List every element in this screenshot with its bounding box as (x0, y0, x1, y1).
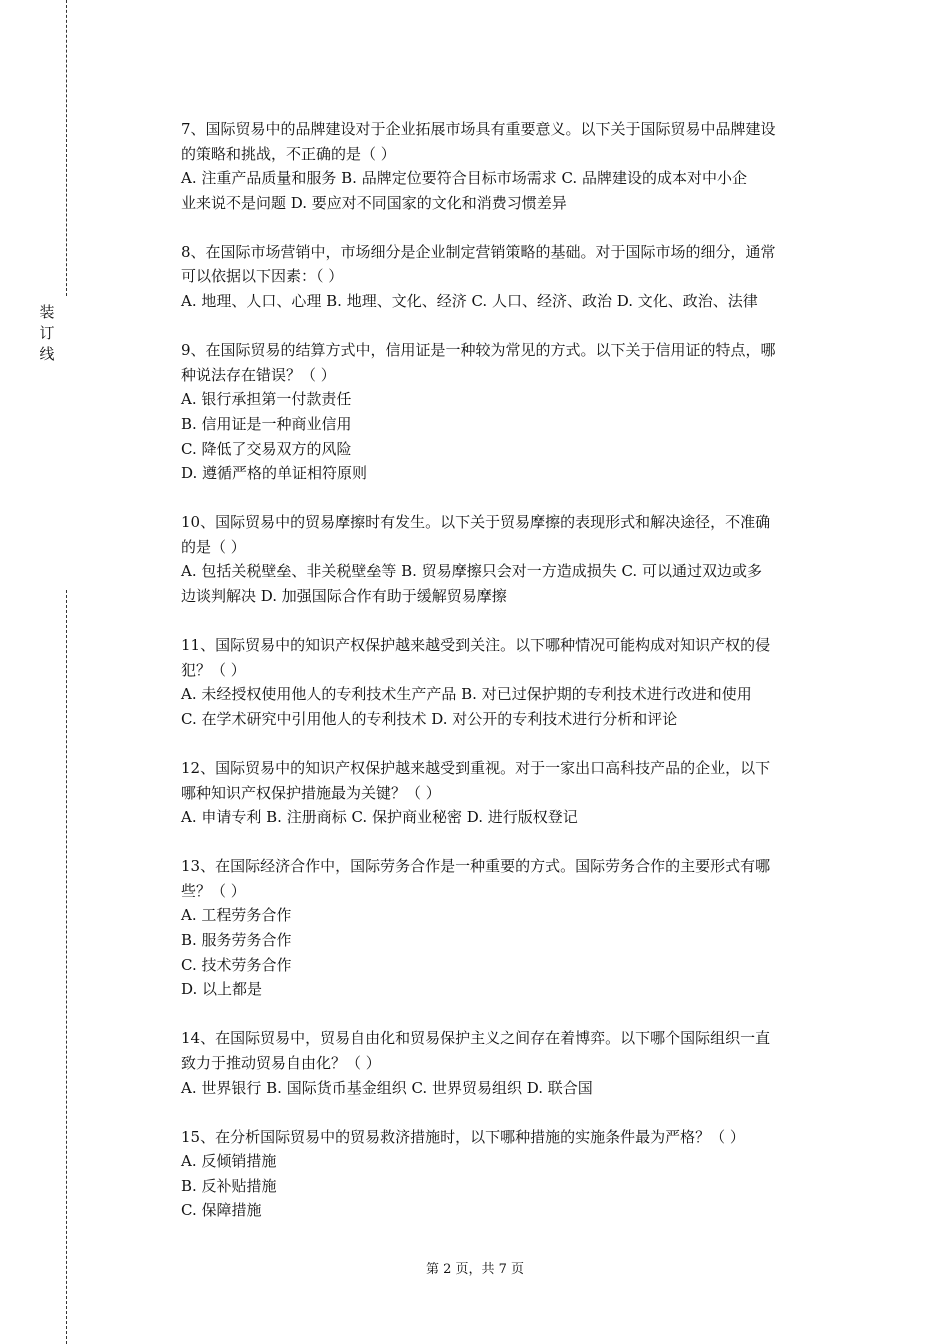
question-stem-line: 15、在分析国际贸易中的贸易救济措施时，以下哪种措施的实施条件最为严格？（ ） (181, 1127, 745, 1146)
binding-char: 装 (39, 303, 55, 321)
option-line: A. 申请专利 B. 注册商标 C. 保护商业秘密 D. 进行版权登记 (181, 808, 578, 827)
page-footer: 第 2 页，共 7 页 (425, 1262, 525, 1277)
question-stem-line: 11、国际贸易中的知识产权保护越来越受到关注。以下哪种情况可能构成对知识产权的侵 (181, 636, 771, 655)
option-line: A. 银行承担第一付款责任 (181, 390, 352, 409)
question-stem-line: 可以依据以下因素：（ ） (181, 267, 344, 286)
question-7 (181, 117, 841, 215)
option-line: A. 反倾销措施 (181, 1152, 277, 1171)
question-stem-line: 8、在国际市场营销中，市场细分是企业制定营销策略的基础。对于国际市场的细分，通常 (181, 242, 776, 261)
question-stem-line: 犯？（ ） (181, 660, 246, 679)
binding-label (38, 302, 56, 365)
question-12 (181, 756, 841, 830)
option-line: D. 以上都是 (181, 980, 263, 999)
question-stem-line: 10、国际贸易中的贸易摩擦时有发生。以下关于贸易摩擦的表现形式和解决途径，不准确 (181, 513, 771, 532)
option-line: 边谈判解决 D. 加强国际合作有助于缓解贸易摩擦 (181, 587, 507, 605)
option-line: A. 包括关税壁垒、非关税壁垒等 B. 贸易摩擦只会对一方造成损失 C. 可以通过双边或多 (181, 562, 762, 581)
question-stem-line: 13、在国际经济合作中，国际劳务合作是一种重要的方式。国际劳务合作的主要形式有哪 (181, 857, 771, 876)
option-line: C. 降低了交易双方的风险 (181, 439, 352, 458)
question-stem-line: 7、国际贸易中的品牌建设对于企业拓展市场具有重要意义。以下关于国际贸易中品牌建设 (181, 120, 776, 138)
question-stem-line: 些？（ ） (181, 881, 246, 900)
option-line: C. 保障措施 (181, 1201, 262, 1220)
option-line: A. 注重产品质量和服务 B. 品牌定位要符合目标市场需求 C. 品牌建设的成本对中小企 (181, 169, 747, 188)
question-11 (181, 633, 841, 731)
option-line: A. 世界银行 B. 国际货币基金组织 C. 世界贸易组织 D. 联合国 (181, 1078, 593, 1097)
option-line: B. 信用证是一种商业信用 (181, 414, 352, 433)
question-list (181, 117, 841, 1247)
option-line: C. 在学术研究中引用他人的专利技术 D. 对公开的专利技术进行分析和评论 (181, 709, 678, 728)
question-stem-line: 14、在国际贸易中，贸易自由化和贸易保护主义之间存在着博弈。以下哪个国际组织一直 (181, 1029, 771, 1048)
question-13 (181, 854, 841, 1002)
binding-char: 订 (39, 324, 55, 342)
binding-dashed-line-top (66, 0, 67, 296)
option-line: A. 未经授权使用他人的专利技术生产产品 B. 对已过保护期的专利技术进行改进和使用 (181, 685, 752, 704)
option-line: C. 技术劳务合作 (181, 955, 292, 974)
binding-dashed-line-bottom (66, 590, 67, 1344)
question-9 (181, 338, 841, 486)
question-stem-line: 12、国际贸易中的知识产权保护越来越受到重视。对于一家出口高科技产品的企业，以下 (181, 758, 771, 777)
option-line: A. 工程劳务合作 (181, 906, 292, 925)
question-15 (181, 1125, 841, 1223)
option-line: 业来说不是问题 D. 要应对不同国家的文化和消费习惯差异 (181, 193, 567, 212)
option-line: D. 遵循严格的单证相符原则 (181, 464, 368, 483)
question-stem-line: 哪种知识产权保护措施最为关键？（ ） (181, 783, 441, 802)
question-stem-line: 的策略和挑战，不正确的是（ ） (181, 144, 396, 163)
option-line: B. 服务劳务合作 (181, 931, 292, 950)
question-8 (181, 240, 841, 314)
question-14 (181, 1026, 841, 1100)
option-line: B. 反补贴措施 (181, 1176, 277, 1195)
question-stem-line: 的是（ ） (181, 537, 246, 556)
option-line: A. 地理、人口、心理 B. 地理、文化、经济 C. 人口、经济、政治 D. 文化、政治、法律 (181, 292, 758, 311)
question-10 (181, 510, 841, 608)
binding-char: 线 (39, 345, 55, 363)
question-stem-line: 9、在国际贸易的结算方式中，信用证是一种较为常见的方式。以下关于信用证的特点，哪 (181, 341, 776, 360)
question-stem-line: 种说法存在错误？（ ） (181, 365, 336, 384)
question-stem-line: 致力于推动贸易自由化？（ ） (181, 1053, 381, 1072)
